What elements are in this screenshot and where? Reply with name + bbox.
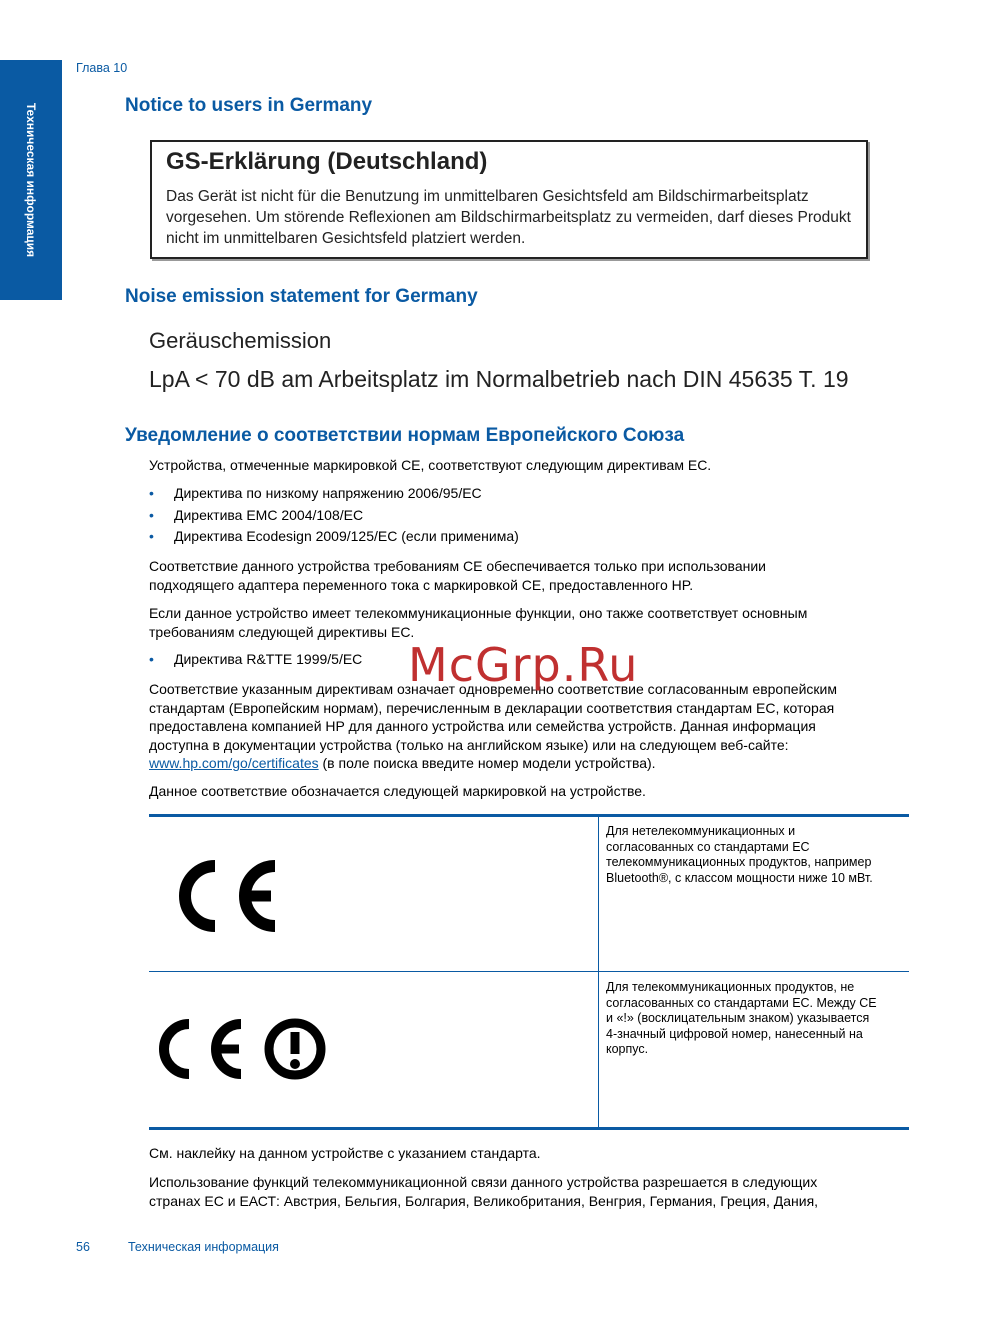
link-tail-text: (в поле поиска введите номер модели устройства). [318,755,656,771]
ce-mark-icon [169,854,284,938]
paragraph-telecom [149,604,909,641]
side-tab [0,60,62,300]
paragraph-line: предоставлена компанией HP для данного устройства или семейства устройств. Данная информация [149,718,816,734]
list-item-text: Директива по низкому напряжению 2006/95/EC [174,485,482,501]
paragraph-line: Если данное устройство имеет телекоммуникационные функции, оно также соответствует основным [149,605,808,621]
paragraph-countries [149,1173,909,1210]
section-title-eu: Уведомление о соответствии нормам Европейского Союза [125,425,685,446]
footer-title: Техническая информация [128,1240,279,1254]
paragraph-standards [149,680,909,773]
watermark: McGrp.Ru [408,638,639,692]
cell-line: Для нетелекоммуникационных и [606,824,796,838]
chapter-label: Глава 10 [76,61,128,75]
table-top-rule [149,814,909,817]
noise-statement [149,327,849,393]
paragraph-label-note: См. наклейку на данном устройстве с указанием стандарта. [149,1145,541,1161]
noise-line-1: Geräuschemission [149,328,332,353]
paragraph-line: стандартам (Европейским нормам), перечисленным в декларации соответствия стандартам ЕС, которая [149,699,835,716]
cell-line: Для телекоммуникационных продуктов, не [606,980,855,994]
row2-description [606,980,906,1058]
paragraph-line: подходящего адаптера переменного тока с маркировкой CE, предоставленного HP. [149,576,694,593]
cell-line: Bluetooth®, с классом мощности ниже 10 мВт. [606,870,873,885]
section-title-noise: Noise emission statement for Germany [125,286,478,307]
gs-title: GS-Erklärung (Deutschland) [166,148,488,175]
section-title-germany: Notice to users in Germany [125,95,373,116]
list-item: • Директива R&TTE 1999/5/EC [149,651,363,667]
table-bottom-rule [149,1127,909,1130]
paragraph-line: Использование функций телекоммуникационной связи данного устройства разрешается в следующих [149,1174,818,1190]
ce-alert-mark-icon [153,1014,331,1084]
list-item-text: Директива R&TTE 1999/5/EC [174,651,363,667]
cell-line: согласованных со стандартами ЕС. Между CE [606,995,877,1010]
page-number: 56 [76,1240,90,1254]
eu-intro: Устройства, отмеченные маркировкой CE, соответствуют следующим директивам ЕС. [149,457,712,473]
list-item-text: Директива EMC 2004/108/EC [174,507,364,523]
list-item: • Директива Ecodesign 2009/125/EC (если применима) [149,528,519,544]
list-item: • Директива EMC 2004/108/EC [149,507,364,523]
table-column-divider [598,817,599,1127]
row1-description [606,824,906,886]
paragraph-ce-adapter [149,557,909,594]
gs-text [166,186,852,249]
list-item: • Директива по низкому напряжению 2006/95/EC [149,485,482,501]
gs-line: nicht im unmittelbaren Gesichtsfeld platziert werden. [166,230,526,247]
gs-line: vorgesehen. Um störende Reflexionen am Bildschirmarbeitsplatz zu vermeiden, darf dieses Produkt [166,209,851,226]
paragraph-line [149,754,909,773]
paragraph-line: доступна в документации устройства (только на английском языке) или на следующем веб-сайте: [149,736,789,753]
paragraph-line: Соответствие данного устройства требованиям CE обеспечивается только при использовании [149,558,766,574]
side-tab-label: Техническая информация [24,102,38,258]
list-item-text: Директива Ecodesign 2009/125/EC (если применима) [174,528,519,544]
paragraph-line: странах ЕС и ЕАСТ: Австрия, Бельгия, Болгария, Великобритания, Венгрия, Германия, Греция, Дания, [149,1192,819,1209]
cell-line: корпус. [606,1042,649,1056]
paragraph-line: Соответствие указанным директивам означает одновременно соответствие согласованным европейским [149,681,837,697]
gs-declaration-box [150,140,868,259]
cell-line: и «!» (восклицательным знаком) указывается [606,1011,870,1025]
cell-line: согласованных со стандартами ЕС [606,839,810,854]
cell-line: телекоммуникационных продуктов, например [606,855,872,869]
cell-line: 4-значный цифровой номер, нанесенный на [606,1026,863,1041]
paragraph-line: требованиям следующей директивы ЕС. [149,623,415,640]
gs-line: Das Gerät ist nicht für die Benutzung im unmittelbaren Gesichtsfeld am Bildschirmarbeitsplatz [166,188,809,205]
certificates-link[interactable]: www.hp.com/go/certificates [149,755,319,771]
table-row-divider [149,971,909,972]
noise-line-2: LpA < 70 dB am Arbeitsplatz im Normalbetrieb nach DIN 45635 T. 19 [149,366,849,392]
paragraph-marking: Данное соответствие обозначается следующей маркировкой на устройстве. [149,783,646,799]
